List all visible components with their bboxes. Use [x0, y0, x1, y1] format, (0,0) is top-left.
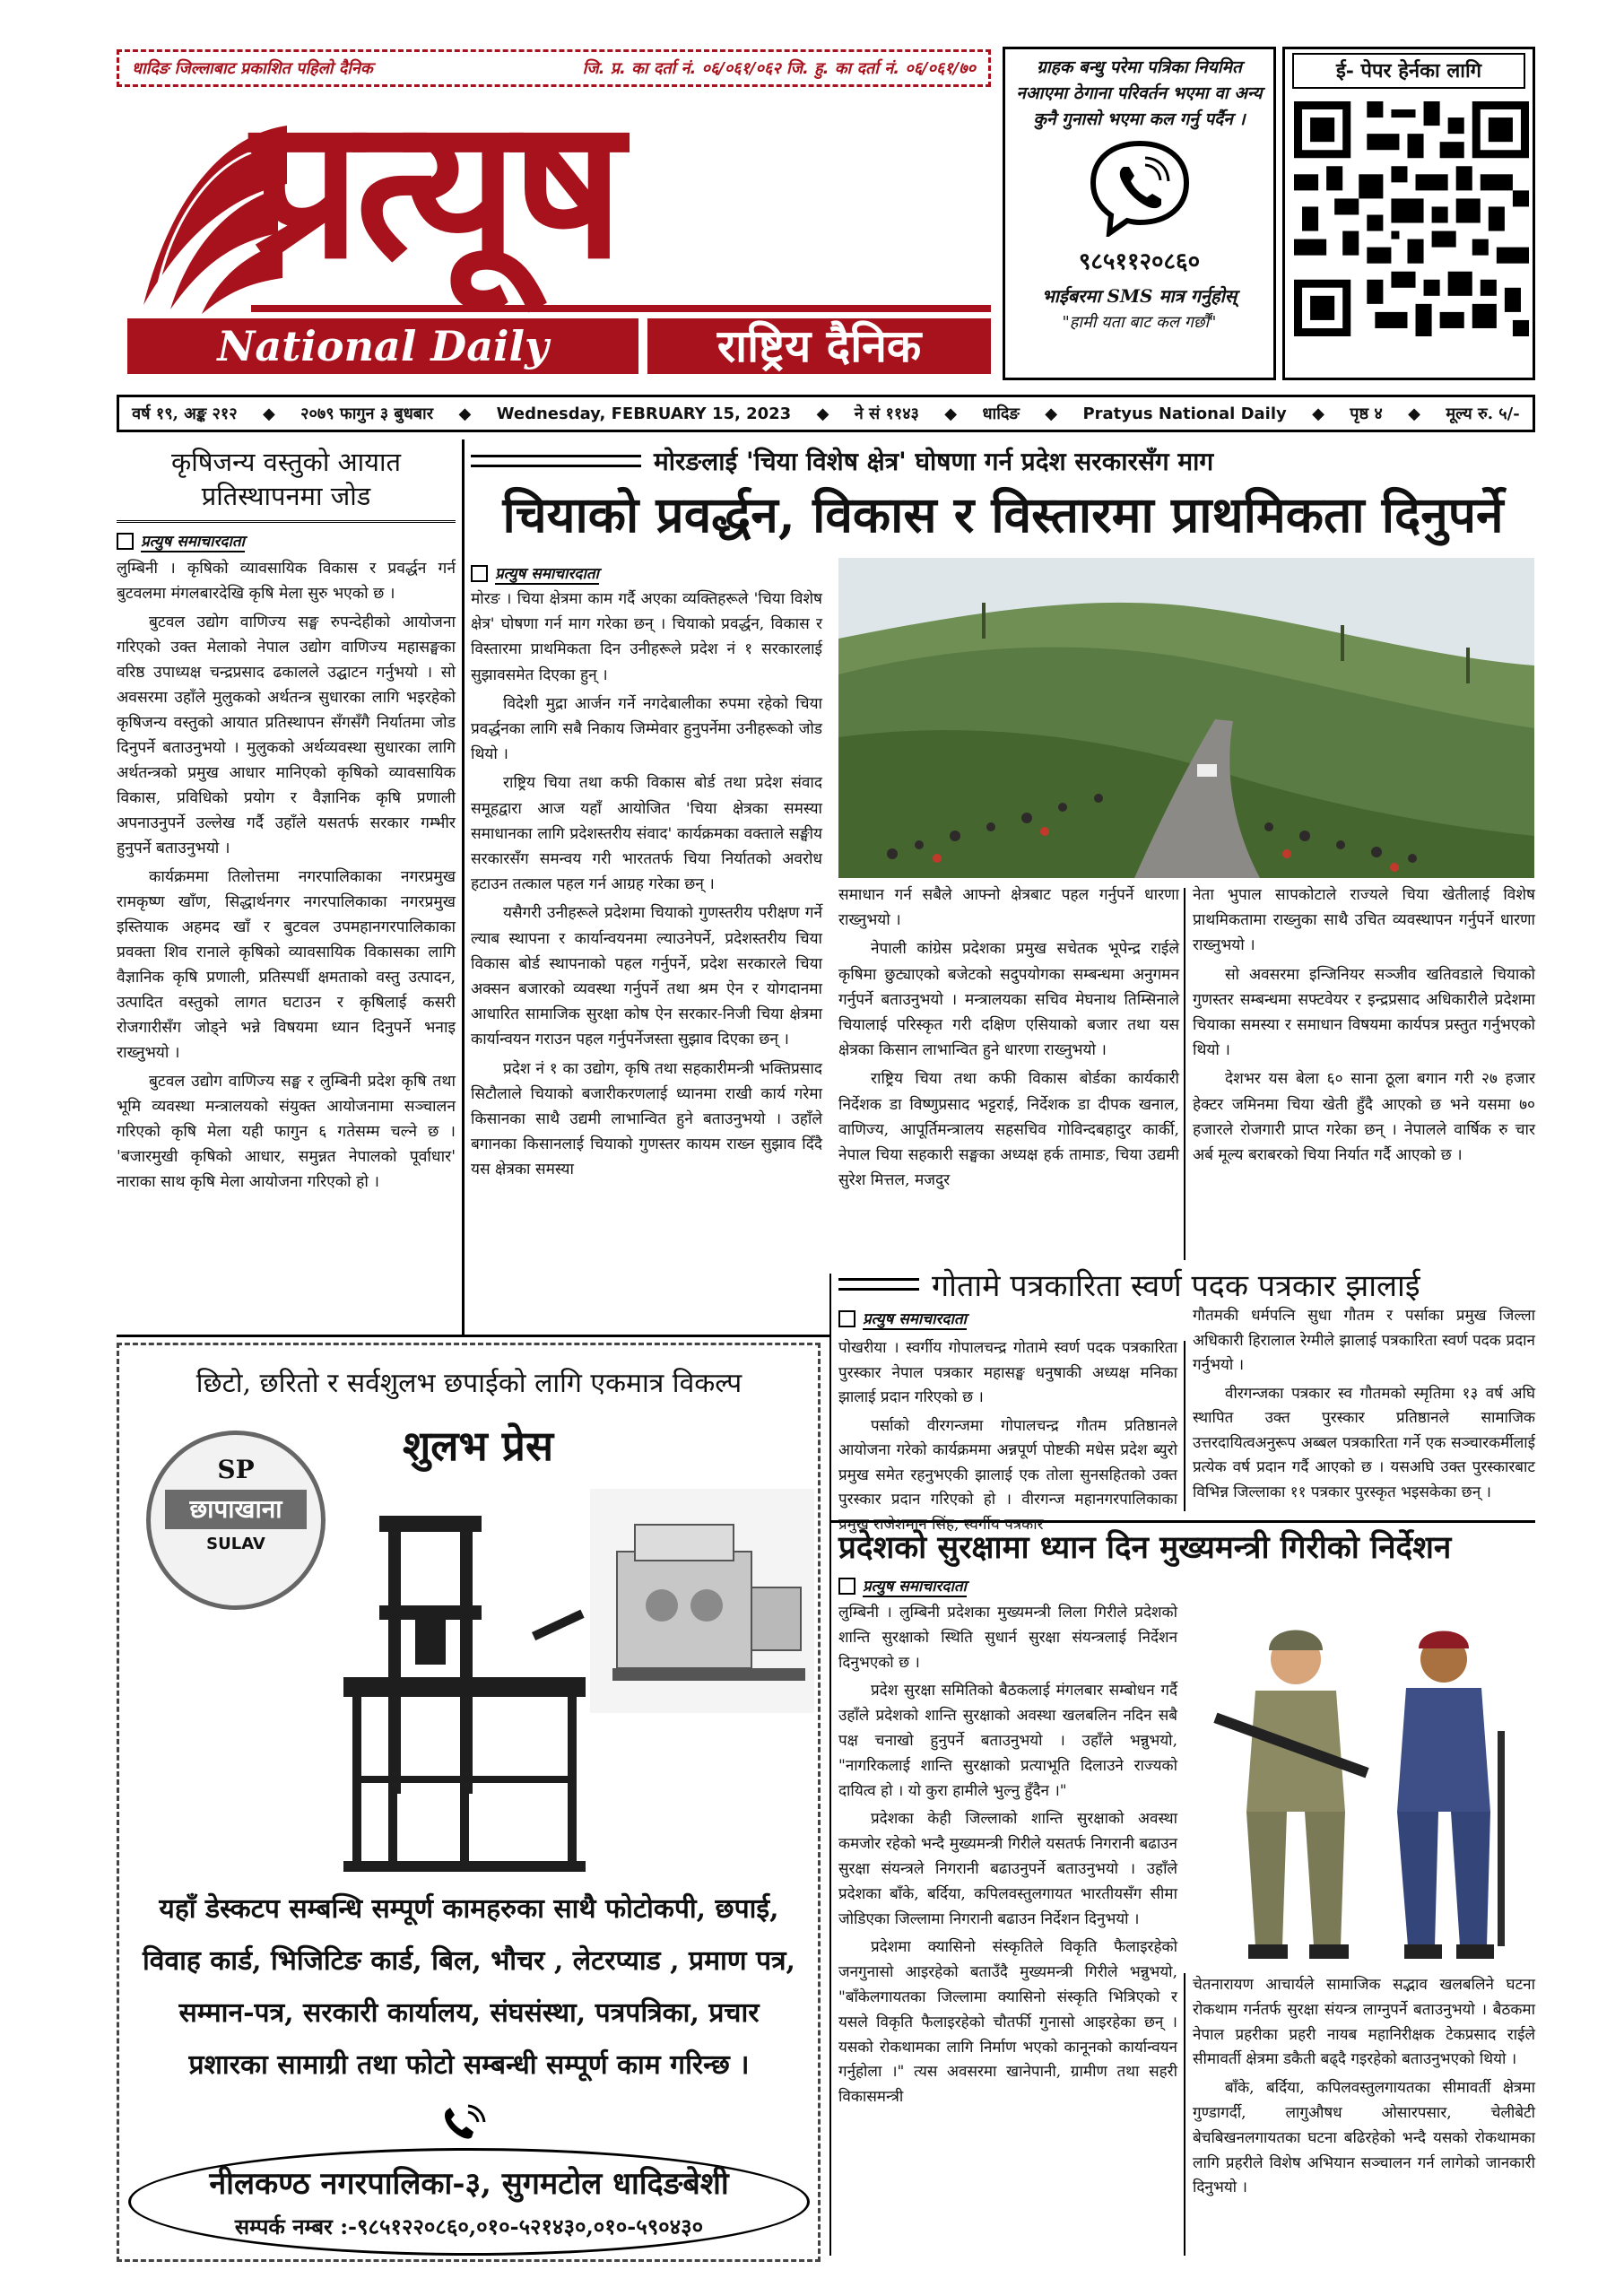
byline-square-icon — [838, 1578, 855, 1595]
paragraph: लुम्बिनी । लुम्बिनी प्रदेशका मुख्यमन्त्री लिला गिरीले प्रदेशको शान्ति सुरक्षाको स्थिति सुधार्न सुरक्षा संयन्त्रलाई निर्देशन दिनुभएको छ । — [838, 1604, 1177, 1672]
ad-address: नीलकण्ठ नगरपालिका-३, सुगमटोल धादिङबेशी — [209, 2166, 729, 2202]
headline-rule — [838, 1278, 919, 1291]
press-logo-initials: SP — [217, 1455, 255, 1484]
tea-article-headline: चियाको प्रवर्द्धन, विकास र विस्तारमा प्राथमिकता दिनुपर्ने — [502, 485, 1504, 544]
newspaper-logo: प्रत्यूष — [251, 74, 619, 301]
paragraph: नेपाली कांग्रेस प्रदेशका प्रमुख सचेतक भूपेन्द्र राईले कृषिमा छुट्याएको बजेटको सदुपयोगका सम्बन्धमा अनुगमन गर्नुपर्ने बताउनुभयो । मन्त्रालयका सचिव मेघनाथ तिम्सिनाले चियालाई परिस्कृत गरी दक्षिण एसियाको बजार तथा यस क्षेत्रका किसान लाभान्वित हुने धारणा राख्नुभयो । — [838, 940, 1179, 1060]
paragraph: नेता भुपाल सापकोटाले राज्यले चिया खेतीलाई विशेष प्राथमिकतामा राख्नुका साथै उचित व्यवस्थापन गर्नुपर्ने धारणा राख्नुभयो । — [1193, 886, 1535, 955]
english-name-plate: National Daily — [127, 318, 638, 374]
paragraph: सो अवसरमा इन्जिनियर सञ्जीव खतिवडाले चियाको गुणस्तर सम्बन्धमा सफ्टवेयर र इन्द्रप्रसाद अधिकारीले प्रदेशमा चियाका समस्या र समाधान विषयमा कार्यपत्र प्रस्तुत गर्नुभएको थियो । — [1193, 965, 1535, 1060]
dateline-paper-name: Pratyus National Daily — [1082, 404, 1287, 423]
masthead-tagline: धादिङ जिल्लाबाट प्रकाशित पहिलो दैनिक — [132, 59, 373, 78]
security-col1 — [838, 1601, 1177, 2114]
dateline-volume: वर्ष १९, अङ्क २१२ — [132, 404, 238, 423]
paragraph: बुटवल उद्योग वाणिज्य सङ्घ रुपन्देहीको आयोजना गरिएको उक्त मेलाको नेपाल उद्योग वाणिज्य महासङ्घका वरिष्ठ उपाध्यक्ष चन्द्रप्रसाद ढकालले उद्घाटन गर्नुभयो । सो अवसरमा उहाँले मुलुकको अर्थतन्त्र सुधारका लागि भइरहेको कृषिजन्य वस्तुको आयात प्रतिस्थापन सँगसँगै निर्यातमा जोड दिनुपर्ने बताउनुभयो । मुलुकको अर्थव्यवस्था सुधारका लागि अर्थतन्त्रको प्रमुख आधार मानिएको कृषिको व्यावसायिक विकास, प्रविधिको प्रयोग र वैज्ञानिक कृषि प्रणाली अपनाउनुपर्ने उल्लेख गर्दै उहाँले यसतर्फ सरकार गम्भीर हुनुपर्ने बताउनुभयो । — [117, 613, 456, 857]
tea-article-byline: प्रत्युष समाचारदाता — [471, 562, 599, 585]
kicker-rule — [471, 455, 641, 467]
ad-tagline: छिटो, छरितो र सर्वशुलभ छपाईको लागि एकमात्र विकल्प — [195, 1368, 743, 1399]
paragraph: प्रदेश नं १ का उद्योग, कृषि तथा सहकारीमन्त्री भक्तिप्रसाद सिटौलाले चियाको बजारीकरणलाई ध्यानमा राखी कार्य गरेमा किसानका साथै उद्यमी लाभान्वित हुने बताउनुभयो । उहाँले बगानका किसानलाई चियाको गुणस्तर कायम राख्न सुझाव दिँदै यस क्षेत्रका समस्या — [471, 1059, 822, 1179]
paragraph: यसैगरी उनीहरूले प्रदेशमा चियाको गुणस्तरीय परीक्षण गर्ने ल्याब स्थापना र कार्यान्वयनमा ल्याउनेपर्ने, प्रदेशस्तरीय चिया विकास बोर्ड स्थापनाको पहल गर्नुपर्ने, प्रदेश सरकारले चिया अक्सन बजारको व्यवस्था गर्नुपर्ने तथा श्रम ऐन र योगदानमा आधारित सामाजिक सुरक्षा कोष ऐन सरकार-निजी चिया क्षेत्रमा कार्यान्वयन गराउन पहल गर्नुपर्नेजस्ता सुझाव दिएका छन् । — [471, 904, 822, 1049]
viber-phone-icon — [1086, 138, 1194, 237]
security-headline: प्रदेशको सुरक्षामा ध्यान दिन मुख्यमन्त्री गिरीको निर्देशन — [838, 1529, 1452, 1566]
left-article — [117, 441, 456, 1329]
paragraph: चेतनारायण आचार्यले सामाजिक सद्भाव खलबलिने घटना रोकथाम गर्नतर्फ सुरक्षा संयन्त्र लाग्नुपर्ने बताउनुभयो । बैठकमा नेपाल प्रहरीका प्रहरी नायब महानिरीक्षक टेकप्रसाद राईले सीमावर्ती क्षेत्रमा डकैती बढ्दै गइरहेको बताउनुभएको थियो । — [1193, 1976, 1535, 2069]
offset-press-illustration — [590, 1489, 814, 1713]
journalism-headline: गोतामे पत्रकारिता स्वर्ण पदक पत्रकार झालाई — [932, 1268, 1420, 1304]
security-col2 — [1193, 1973, 1535, 2205]
ad-address-oval — [128, 2148, 810, 2256]
sms-instruction: भाईबरमा SMS मात्र गर्नुहोस् — [1041, 285, 1238, 307]
tea-article-col1 — [471, 587, 822, 1187]
column-rule — [462, 439, 465, 1336]
tea-article-col3 — [1193, 883, 1535, 1171]
section-rule — [117, 1335, 829, 1337]
paragraph: पोखरीया । स्वर्गीय गोपालचन्द्र गोतामे स्वर्ण पदक पत्रकारिता पुरस्कार नेपाल पत्रकार महासङ्घ धनुषाकी अध्यक्ष मनिका झालाई प्रदान गरिएको छ । — [838, 1339, 1177, 1406]
sms-quote: "हामी यता बाट कल गर्छौं" — [1062, 313, 1217, 332]
journalism-col1 — [838, 1336, 1177, 1541]
paragraph: प्रदेशका केही जिल्लाको शान्ति सुरक्षाको अवस्था कमजोर रहेको भन्दै मुख्यमन्त्री गिरीले यसतर्फ निगरानी बढाउन सुरक्षा संयन्त्रले निगरानी बढाउनुपर्ने बताउनुभयो । उहाँले प्रदेशका बाँके, बर्दिया, कपिलवस्तुलगायत भारतीयसँग सीमा जोडिएका जिल्लामा निगरानी बढाउन निर्देशन दिनुभयो । — [838, 1810, 1177, 1928]
column-rule — [829, 1274, 831, 2256]
security-article — [838, 1525, 1535, 2265]
left-article-byline: प्रत्युष समाचारदाता — [117, 530, 456, 552]
paragraph: राष्ट्रिय चिया तथा कफी विकास बोर्ड तथा प्रदेश संवाद समूहद्वारा आज यहाँ आयोजित 'चिया क्षेत्रका समस्या समाधानका लागि प्रदेशस्तरीय संवाद' कार्यक्रमका वक्ताले सङ्घीय सरकारसँग समन्वय गरी भारततर्फ चिया निर्यातको अवरोध हटाउन तत्काल पहल गर्न आग्रह गरेका छन् । — [471, 774, 822, 894]
dateline-page: पृष्ठ ४ — [1350, 404, 1383, 423]
tea-article-kicker-row — [471, 441, 1535, 481]
logo-underline — [251, 305, 991, 312]
dateline-place: धादिङ — [982, 404, 1020, 423]
ad-service-line: विवाह कार्ड, भिजिटिङ कार्ड, बिल, भौचर , लेटरप्याड , प्रमाण पत्र, — [142, 1945, 796, 1977]
left-article-body — [117, 556, 456, 1195]
ad-service-line: सम्मान-पत्र, सरकारी कार्यालय, संघसंस्था, पत्रपत्रिका, प्रचार — [178, 1997, 760, 2029]
left-article-headline: कृषिजन्य वस्तुको आयात प्रतिस्थापनमा जोड — [117, 441, 456, 523]
paragraph: कार्यक्रममा तिलोत्तमा नगरपालिकाका नगरप्रमुख रामकृष्ण खाँण, सिद्धार्थनगर नगरपालिकाका नगरप्रमुख इस्तियाक अहमद खाँ र बुटवल उपमहानगरपालिकाका प्रवक्ता शिव रानाले कृषिको व्यावसायिक विकासका लागि वैज्ञानिक कृषि प्रणाली, प्रतिस्पर्धी क्षमताको वस्तु उत्पादन, उत्पादित वस्तुको लागत घटाउन र कृषिलाई कसरी रोजगारीसँग जोड्ने भन्ने विषयमा ध्यान दिनुपर्ने भनाइ राख्नुभयो । — [117, 868, 456, 1062]
ad-service-line: प्रशारका सामाग्री तथा फोटो सम्बन्धी सम्पूर्ण काम गरिन्छ । — [188, 2049, 750, 2081]
press-logo — [146, 1431, 326, 1610]
press-logo-english: SULAV — [206, 1535, 265, 1553]
ad-services — [137, 1883, 801, 2092]
paragraph: वीरगन्जका पत्रकार स्व गौतमको स्मृतिमा १३ वर्ष अघि स्थापित उक्त पुरस्कार प्रतिष्ठानले सामाजिक उत्तरदायित्वअनुरूप अब्बल पत्रकारिता गर्ने एक सञ्चारकर्मीलाई प्रत्येक वर्ष प्रदान गर्दै आएको छ । यसअघि उक्त पुरस्कारबाट विभिन्न जिल्लाका ११ पत्रकार पुरस्कृत भइसकेका छन् । — [1193, 1384, 1535, 1501]
journalism-article — [838, 1265, 1535, 1534]
epaper-label: ई- पेपर हेर्नका लागि — [1292, 53, 1525, 89]
paragraph: मोरङ । चिया क्षेत्रमा काम गर्दै अएका व्यक्तिहरूले 'चिया विशेष क्षेत्र' घोषणा गर्न माग गरेका छन् । चियाको प्रवर्द्धन, विकास र विस्तारमा प्राथमिकता दिन उनीहरूले प्रदेश नं १ सरकारलाई सुझावसमेत दिएका हुन् । — [471, 590, 822, 684]
nepali-name-plate: राष्ट्रिय दैनिक — [647, 318, 991, 374]
paragraph: समाधान गर्न सबैले आफ्नो क्षेत्रबाट पहल गर्नुपर्ने धारणा राख्नुभयो । — [838, 886, 1179, 930]
phone-icon — [438, 2103, 491, 2148]
reader-notice-text: ग्राहक बन्धु परेमा पत्रिका नियमित नआएमा ठेगाना परिवर्तन भएमा वा अन्य कुनै गुनासो भएमा कल गर्नु पर्दैन । — [1016, 57, 1263, 129]
paragraph: पर्साको वीरगन्जमा गोपालचन्द्र गौतम प्रतिष्ठानले आयोजना गरेको कार्यक्रममा अन्नपूर्ण पोष्टकी मधेस प्रदेश ब्युरो प्रमुख समेत रहनुभएकी झालाई एक तोला सुनसहितको उक्त पुरस्कार प्रदान गरिएको हो । वीरगन्ज महानगरपालिकाका प्रमुख राजेशमान सिंह, स्वर्गीय पत्रकार — [838, 1416, 1177, 1534]
registration-number: जि. प्र. का दर्ता नं. ०६/०६१/०६२ जि. हु. का दर्ता नं. ०६/०६१/७० — [582, 59, 976, 78]
dateline-price: मूल्य रु. ५/- — [1446, 404, 1520, 423]
paragraph: लुम्बिनी । कृषिको व्यावसायिक विकास र प्रवर्द्धन गर्न बुटवलमा मंगलबारदेखि कृषि मेला सुरु भएको छ । — [117, 560, 456, 603]
dateline-nepal-sambat: ने सं ११४३ — [854, 404, 919, 423]
ad-contact: सम्पर्क नम्बर :-९८५१२२०८६०,०१०-५२१४३०,०१०-५९०४३० — [234, 2213, 704, 2239]
hand-press-illustration — [326, 1507, 595, 1883]
tea-article — [471, 441, 1535, 1262]
reader-notice-box — [1003, 47, 1276, 380]
qr-code-icon[interactable] — [1294, 101, 1529, 336]
paragraph: बाँके, बर्दिया, कपिलवस्तुलगायतका सीमावर्ती क्षेत्रमा गुण्डागर्दी, लागुऔषध ओसारपसार, चेलीबेटी बेचबिखनलगायतका घटना बढिरहेको भन्दै यसको रोकथामका लागि प्रहरीले विशेष अभियान सञ्चालन गर्न लागेको जानकारी दिनुभयो । — [1193, 2079, 1535, 2197]
paragraph: विदेशी मुद्रा आर्जन गर्ने नगदेबालीका रुपमा रहेको चिया प्रवर्द्धनका लागि सबै निकाय जिम्मेवार हुनुपर्नेमा उनीहरूको जोड थियो । — [471, 694, 822, 764]
dateline-nepali-date: २०७९ फागुन ३ बुधबार — [300, 404, 434, 423]
journalism-byline: प्रत्युष समाचारदाता — [838, 1308, 1535, 1330]
press-logo-word: छापाखाना — [165, 1490, 307, 1529]
ad-service-line: यहाँ डेस्कटप सम्बन्धि सम्पूर्ण कामहरुका साथै फोटोकपी, छपाई, — [159, 1893, 779, 1925]
ad-press-name: शुलभ प्रेस — [402, 1422, 554, 1470]
tea-garden-photo — [838, 558, 1534, 878]
byline-square-icon — [471, 565, 488, 582]
dateline-english-date: Wednesday, FEBRUARY 15, 2023 — [496, 404, 792, 423]
masthead-left — [117, 49, 991, 379]
dateline-bar: वर्ष १९, अङ्क २१२ ◆ २०७९ फागुन ३ बुधबार ◆ Wednesday, FEBRUARY 15, 2023 ◆ ने सं ११४३ ◆ धादिङ ◆ Pratyus National Daily ◆ पृष्ठ ४ ◆ मूल्य रु. ५/- — [117, 395, 1535, 432]
security-forces-illustration — [1193, 1605, 1533, 1964]
tea-article-col2 — [838, 883, 1179, 1196]
journalism-headline-row — [838, 1265, 1535, 1304]
contact-phone: ९८५११२०८६० — [1078, 248, 1201, 275]
paragraph: बुटवल उद्योग वाणिज्य सङ्घ र लुम्बिनी प्रदेश कृषि तथा भूमि व्यवस्था मन्त्रालयको संयुक्त आयोजनामा सञ्चालन गरिएको कृषि मेला यही फागुन ६ गतेसम्म चल्ने छ । 'बजारमुखी कृषिको आधार, समुन्नत नेपालको पूर्वाधार' नाराका साथ कृषि मेला आयोजना गरिएको हो । — [117, 1073, 456, 1191]
paragraph: गौतमकी धर्मपत्नि सुधा गौतम र पर्साका प्रमुख जिल्ला अधिकारी हिरालाल रेग्मीले झालाई पत्रकारिता स्वर्ण पदक प्रदान गर्नुभयो । — [1193, 1307, 1535, 1374]
press-advertisement — [117, 1343, 821, 2262]
security-byline: प्रत्युष समाचारदाता — [838, 1575, 1535, 1597]
paragraph: राष्ट्रिय चिया तथा कफी विकास बोर्डका कार्यकारी निर्देशक डा विष्णुप्रसाद भट्टराई, निर्देशक डा दीपक खनाल, वाणिज्य, आपूर्तिमन्त्रालय सहसचिव गोविन्दबहादुर कार्की, नेपाल चिया सहकारी सङ्घका अध्यक्ष हर्क तामाङ, चिया उद्यमी सुरेश मित्तल, मजदुर — [838, 1070, 1179, 1190]
paragraph: देशभर यस बेला ६० साना ठूला बगान गरी २७ हजार हेक्टर जमिनमा चिया खेती हुँदै आएको छ भने यसमा ७० हजारले रोजगारी प्राप्त गरेका छन् । नेपालले वार्षिक रु चार अर्ब मूल्य बराबरको चिया निर्यात गर्दै आएको छ । — [1193, 1070, 1535, 1165]
paragraph: प्रदेशमा क्यासिनो संस्कृतिले विकृति फैलाइरहेको जनगुनासो आइरहेको बताउँदै मुख्यमन्त्री गिरीले भन्नुभयो, "बाँकेलगायतका जिल्लामा क्यासिनो संस्कृति भित्रिएको र यसले विकृति फैलाइरहेको चौतर्फी गुनासो आइरहेका छन् । यसको रोकथामका लागि निर्माण भएको कानूनको कार्यान्वयन गर्नुहोला ।" त्यस अवसरमा खानेपानी, ग्रामीण तथा सहरी विकासमन्त्री — [838, 1938, 1177, 2107]
byline-square-icon — [838, 1310, 855, 1327]
journalism-col2 — [1193, 1304, 1535, 1509]
epaper-box — [1282, 47, 1535, 380]
tea-article-kicker: मोरङलाई 'चिया विशेष क्षेत्र' घोषणा गर्न प्रदेश सरकारसँग माग — [654, 447, 1214, 476]
paragraph: प्रदेश सुरक्षा समितिको बैठकलाई मंगलबार सम्बोधन गर्दै उहाँले प्रदेशको शान्ति सुरक्षाको अवस्था खलबलिन नदिन सबै पक्ष चनाखो हुनुपर्ने बताउनुभयो । उहाँले भन्नुभयो, "नागरिकलाई शान्ति सुरक्षाको प्रत्याभूति दिलाउने राज्यको दायित्व हो । यो कुरा हामीले भुल्नु हुँदैन ।" — [838, 1682, 1177, 1800]
byline-square-icon — [117, 533, 134, 550]
